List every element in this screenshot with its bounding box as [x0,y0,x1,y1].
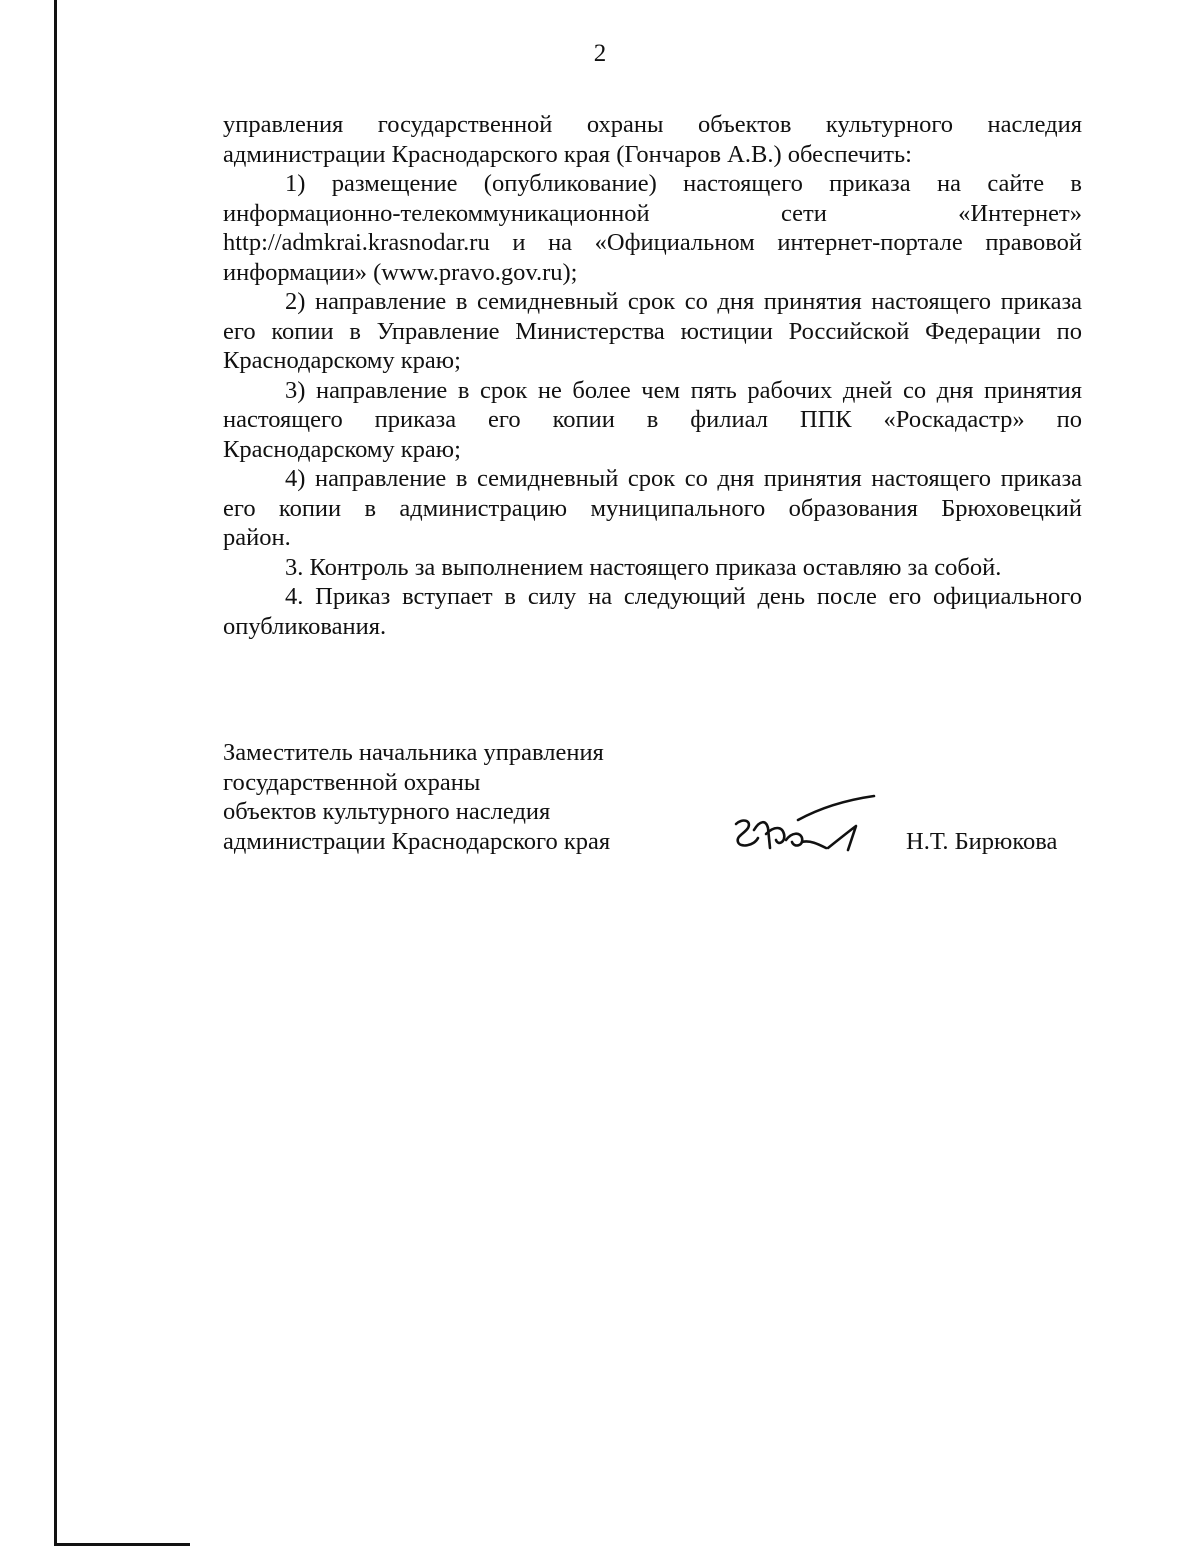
signer-title-line: администрации Краснодарского края [223,827,611,855]
scan-border-bottom [54,1543,190,1546]
paragraph-line: 1) размещение (опубликование) настоящего приказа на сайте в [285,170,1082,197]
paragraph-line: информации» (www.pravo.gov.ru); [223,258,578,286]
paragraph-line: его копии в Управление Министерства юстиции Российской Федерации по [223,317,1082,345]
paragraph-line: район. [223,524,291,551]
paragraph-item-1 [223,169,1082,287]
paragraph-line: Краснодарскому краю; [223,435,461,463]
paragraph-line: Краснодарскому краю; [223,347,461,374]
paragraph-line: 3) направление в срок не более чем пять рабочих дней со дня принятия [285,376,1082,404]
paragraph-intro [223,110,1082,169]
paragraph-item-4 [223,464,1082,553]
page-number: 2 [593,40,607,67]
paragraph-line: 4. Приказ вступает в силу на следующий день после его официального [285,583,1082,610]
paragraph-line: управления государственной охраны объектов культурного наследия [223,111,1082,138]
paragraph-line: опубликования. [223,612,387,640]
signer-position [223,738,610,856]
paragraph-clause-4 [223,582,1082,641]
paragraph-line: его копии в администрацию муниципального образования Брюховецкий [223,494,1082,522]
paragraph-line: информационно-телекоммуникационной сети «Интернет» [223,199,1082,227]
scan-border-left [54,0,57,1546]
paragraph-line: администрации Краснодарского края (Гончаров А.В.) обеспечить: [223,140,912,168]
paragraph-line: настоящего приказа его копии в филиал ППК «Роскадастр» по [223,406,1082,433]
signer-title-line: государственной охраны [223,768,481,796]
paragraph-item-2 [223,287,1082,376]
paragraph-line: 4) направление в семидневный срок со дня принятия настоящего приказа [285,465,1082,492]
document-body [223,110,1082,641]
paragraph-line: http://admkrai.krasnodar.ru и на «Официальном интернет-портале правовой [223,229,1082,256]
paragraph-clause-3 [223,553,1082,583]
signer-title-line: объектов культурного наследия [223,798,551,825]
paragraph-line: 3. Контроль за выполнением настоящего приказа оставляю за собой. [285,553,1002,581]
signer-title-line: Заместитель начальника управления [223,739,604,766]
signer-name: Н.Т. Бирюкова [906,828,1058,855]
paragraph-line: 2) направление в семидневный срок со дня принятия настоящего приказа [285,288,1082,315]
handwritten-signature [728,790,878,860]
paragraph-item-3 [223,376,1082,465]
